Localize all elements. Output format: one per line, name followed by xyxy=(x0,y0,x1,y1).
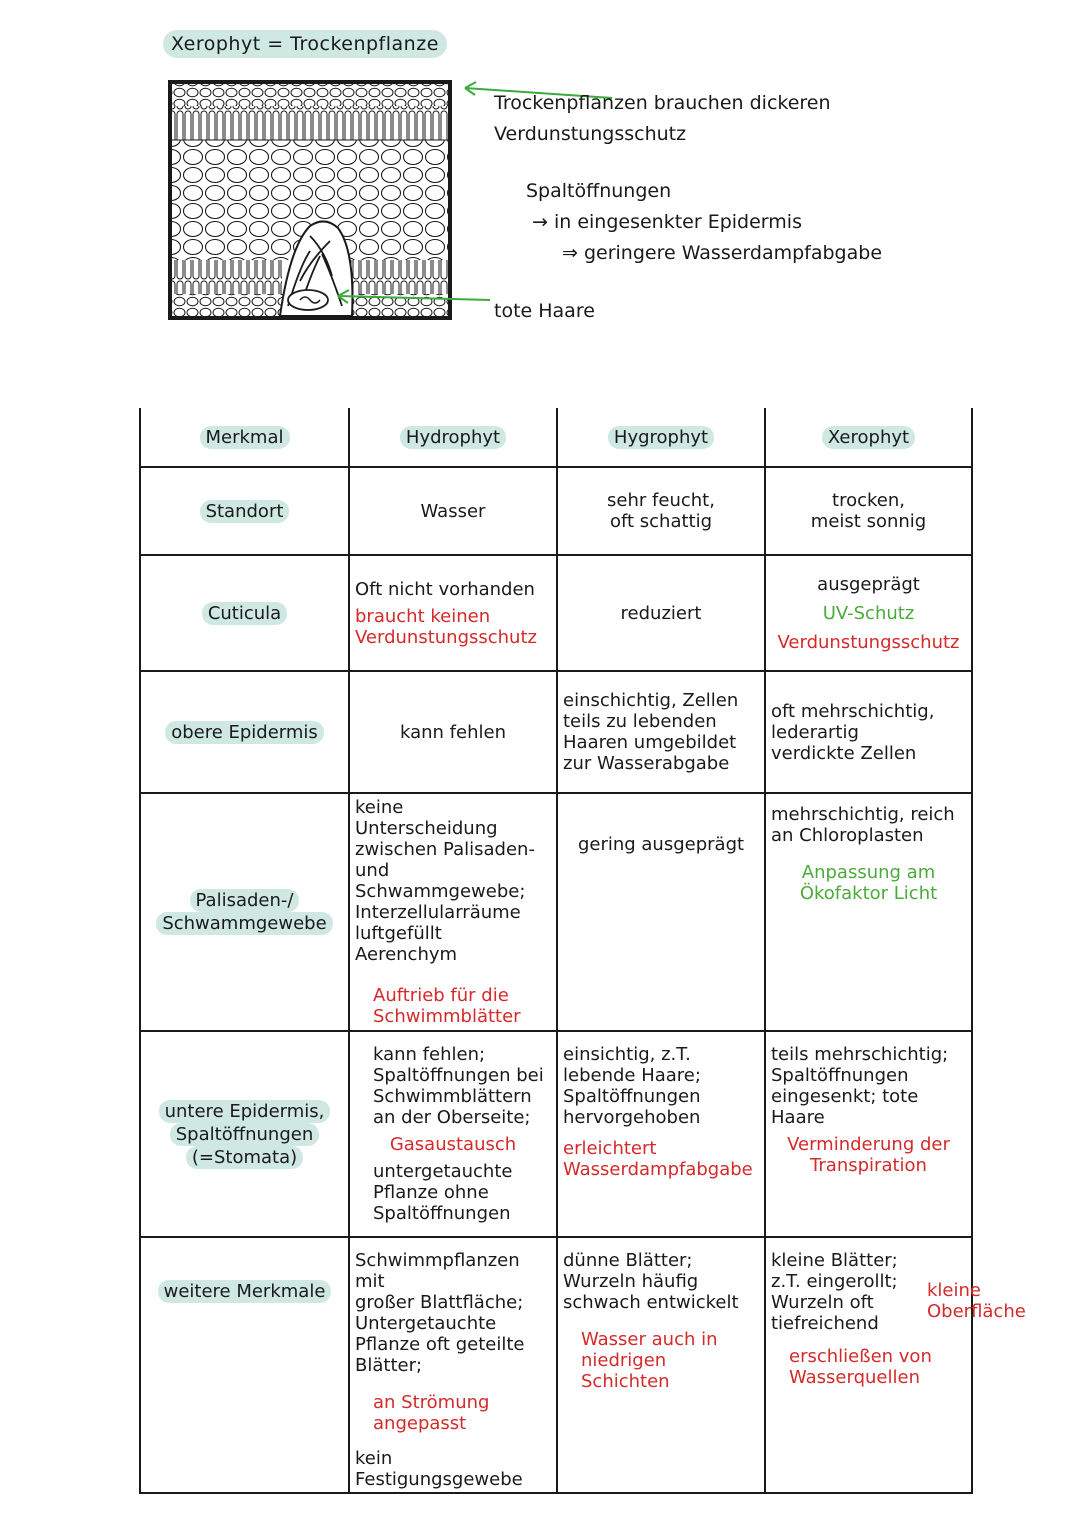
cell-line: teils mehrschichtig; xyxy=(771,1044,949,1065)
cell-text: Wasser xyxy=(420,500,486,522)
cell-line: Haare xyxy=(771,1107,825,1128)
cell-line: oft schattig xyxy=(609,511,713,532)
header-xerophyt: Xerophyt xyxy=(822,426,915,449)
page-title: Xerophyt = Trockenpflanze xyxy=(163,30,447,58)
row-label-untere-epidermis: (=Stomata) xyxy=(186,1146,303,1169)
cell-line: oft mehrschichtig, xyxy=(771,700,935,722)
cell-line: Untergetauchte xyxy=(355,1313,497,1334)
row-label-cell xyxy=(140,793,349,1031)
row-label-obere-epidermis: obere Epidermis xyxy=(165,721,324,744)
cell-line-red: Schwimmblätter xyxy=(373,1006,521,1027)
row-label-cuticula: Cuticula xyxy=(202,602,287,625)
side-note-line: kleine xyxy=(927,1280,981,1301)
hydro-cell xyxy=(349,467,557,555)
cell-text: gering ausgeprägt xyxy=(577,834,745,855)
row-label-weitere-merkmale: weitere Merkmale xyxy=(158,1280,332,1303)
cell-line: eingesenkt; tote xyxy=(771,1086,919,1107)
cell-line: zwischen Palisaden- xyxy=(355,839,535,860)
hygro-cell xyxy=(557,555,765,671)
table-header-row xyxy=(140,408,972,467)
cell-line: untergetauchte xyxy=(373,1161,513,1182)
table-row xyxy=(140,1031,972,1237)
cell-line: Haaren umgebildet xyxy=(563,732,737,753)
cell-line: tiefreichend xyxy=(771,1313,879,1334)
cell-line-red: Wasser auch in xyxy=(581,1329,718,1350)
row-label-cell xyxy=(140,671,349,793)
hygro-cell xyxy=(557,1237,765,1493)
cell-line: verdickte Zellen xyxy=(771,742,917,764)
comparison-table xyxy=(139,408,973,1494)
table-row xyxy=(140,671,972,793)
header-cell xyxy=(765,408,972,467)
cell-line: Festigungsgewebe xyxy=(355,1469,523,1490)
cell-line: zur Wasserabgabe xyxy=(563,753,730,774)
cell-line-green: UV-Schutz xyxy=(822,602,915,624)
header-cell xyxy=(140,408,349,467)
side-note-kleine-oberflaeche xyxy=(927,1280,1026,1322)
cell-line-red: Wasserdampfabgabe xyxy=(563,1159,753,1180)
cell-line: Schwimmpflanzen mit xyxy=(355,1250,520,1292)
row-label-untere-epidermis: Spaltöffnungen xyxy=(170,1123,320,1146)
cell-line: kann fehlen; xyxy=(373,1044,486,1065)
hairs-note: tote Haare xyxy=(494,300,595,322)
stomata-note-line: → in eingesenkter Epidermis xyxy=(532,211,802,233)
cell-line: mehrschichtig, reich xyxy=(771,804,955,825)
cell-line: kein xyxy=(355,1448,393,1469)
cell-line: keine Unterscheidung xyxy=(355,797,498,839)
row-label-cell xyxy=(140,1237,349,1493)
stomata-note-line: ⇒ geringere Wasserdampfabgabe xyxy=(562,242,883,264)
cell-line-red: Wasserquellen xyxy=(789,1367,920,1388)
cell-line-green: Ökofaktor Licht xyxy=(799,883,938,904)
cell-line: Spaltöffnungen xyxy=(563,1086,701,1107)
cell-line-red: Verminderung der xyxy=(787,1134,950,1155)
cell-line: z.T. eingerollt; xyxy=(771,1271,898,1292)
cell-line: hervorgehoben xyxy=(563,1107,701,1128)
table-row xyxy=(140,1237,972,1493)
cell-line: einschichtig, Zellen xyxy=(563,690,739,711)
hydro-cell xyxy=(349,1237,557,1493)
cell-line: Interzellularräume xyxy=(355,902,521,923)
cell-line: trocken, xyxy=(832,490,905,511)
stomata-note-line: Spaltöffnungen xyxy=(526,180,672,202)
table-row xyxy=(140,467,972,555)
cell-line: Spaltöffnungen xyxy=(771,1065,909,1086)
hydro-cell xyxy=(349,1031,557,1237)
cell-line: an Chloroplasten xyxy=(771,825,924,846)
xero-cell xyxy=(765,555,972,671)
header-cell xyxy=(349,408,557,467)
cell-line-red: Gasaustausch xyxy=(389,1134,517,1155)
hydro-cell xyxy=(349,555,557,671)
row-label-cell xyxy=(140,467,349,555)
table-row xyxy=(140,555,972,671)
cell-line: sehr feucht, xyxy=(607,490,715,511)
stomata-note xyxy=(526,176,882,269)
row-label-standort: Standort xyxy=(200,500,290,523)
cell-line: an der Oberseite; xyxy=(373,1107,531,1128)
hydro-cell xyxy=(349,793,557,1031)
cell-line: dünne Blätter; xyxy=(563,1250,693,1271)
row-label-untere-epidermis: untere Epidermis, xyxy=(159,1100,331,1123)
xero-cell xyxy=(765,1237,972,1493)
cell-line: Spaltöffnungen bei xyxy=(373,1065,544,1086)
cuticle-note-line: Verdunstungsschutz xyxy=(494,123,687,145)
cell-line: meist sonnig xyxy=(810,511,927,532)
header-cell xyxy=(557,408,765,467)
cell-line: einsichtig, z.T. xyxy=(563,1044,691,1065)
cell-line-red: Verdunstungsschutz xyxy=(355,626,537,648)
cell-text: reduziert xyxy=(620,602,702,624)
cell-text: kann fehlen xyxy=(400,721,506,743)
cell-line: Wurzeln häufig xyxy=(563,1271,699,1292)
cell-line: Schwimmblättern xyxy=(373,1086,532,1107)
cuticle-note xyxy=(494,88,831,150)
cell-line-red: braucht keinen xyxy=(355,605,491,627)
cell-line-red: Transpiration xyxy=(810,1155,927,1176)
cell-line: Schwammgewebe; xyxy=(355,881,526,902)
row-label-cell xyxy=(140,1031,349,1237)
cell-line: Oft nicht vorhanden xyxy=(355,578,535,600)
cell-line: Blätter; xyxy=(355,1355,423,1376)
cell-line-red: erleichtert xyxy=(563,1138,657,1159)
row-label-palisaden: Palisaden-/ xyxy=(190,889,300,912)
cuticle-note-line: Trockenpflanzen brauchen dickeren xyxy=(494,92,831,114)
row-label-palisaden: Schwammgewebe xyxy=(156,912,332,935)
cell-line: teils zu lebenden xyxy=(563,711,717,732)
xero-cell xyxy=(765,467,972,555)
cell-line-red: angepasst xyxy=(373,1413,467,1434)
xero-cell xyxy=(765,1031,972,1237)
cell-line-red: Auftrieb für die xyxy=(373,985,509,1006)
header-hydrophyt: Hydrophyt xyxy=(400,426,506,449)
cell-line: lederartig xyxy=(771,721,859,743)
cell-line-red: Verdunstungsschutz xyxy=(777,631,960,653)
table-row xyxy=(140,793,972,1031)
row-label-cell xyxy=(140,555,349,671)
cell-line: luftgefüllt xyxy=(355,923,442,944)
cell-line-red: erschließen von xyxy=(789,1346,932,1367)
cell-line: Wurzeln oft xyxy=(771,1292,874,1313)
side-note-line: Oberfläche xyxy=(927,1301,1026,1322)
header-merkmal: Merkmal xyxy=(200,426,290,449)
xero-cell xyxy=(765,793,972,1031)
cell-line: kleine Blätter; xyxy=(771,1250,898,1271)
cell-line-red: an Strömung xyxy=(373,1392,490,1413)
cell-line: großer Blattfläche; xyxy=(355,1292,524,1313)
hygro-cell xyxy=(557,671,765,793)
cell-line: Pflanze ohne xyxy=(373,1182,489,1203)
hygro-cell xyxy=(557,793,765,1031)
header-hygrophyt: Hygrophyt xyxy=(608,426,714,449)
xero-cell xyxy=(765,671,972,793)
cell-line: und xyxy=(355,860,390,881)
hygro-cell xyxy=(557,1031,765,1237)
cell-line: lebende Haare; xyxy=(563,1065,701,1086)
hygro-cell xyxy=(557,467,765,555)
cell-line: Spaltöffnungen xyxy=(373,1203,511,1224)
cell-line: schwach entwickelt xyxy=(563,1292,739,1313)
cell-line: Aerenchym xyxy=(355,944,458,965)
cell-line: Pflanze oft geteilte xyxy=(355,1334,525,1355)
hydro-cell xyxy=(349,671,557,793)
cell-line-green: Anpassung am xyxy=(801,862,936,883)
cell-line: ausgeprägt xyxy=(817,573,920,595)
cell-line-red: niedrigen Schichten xyxy=(581,1350,670,1392)
